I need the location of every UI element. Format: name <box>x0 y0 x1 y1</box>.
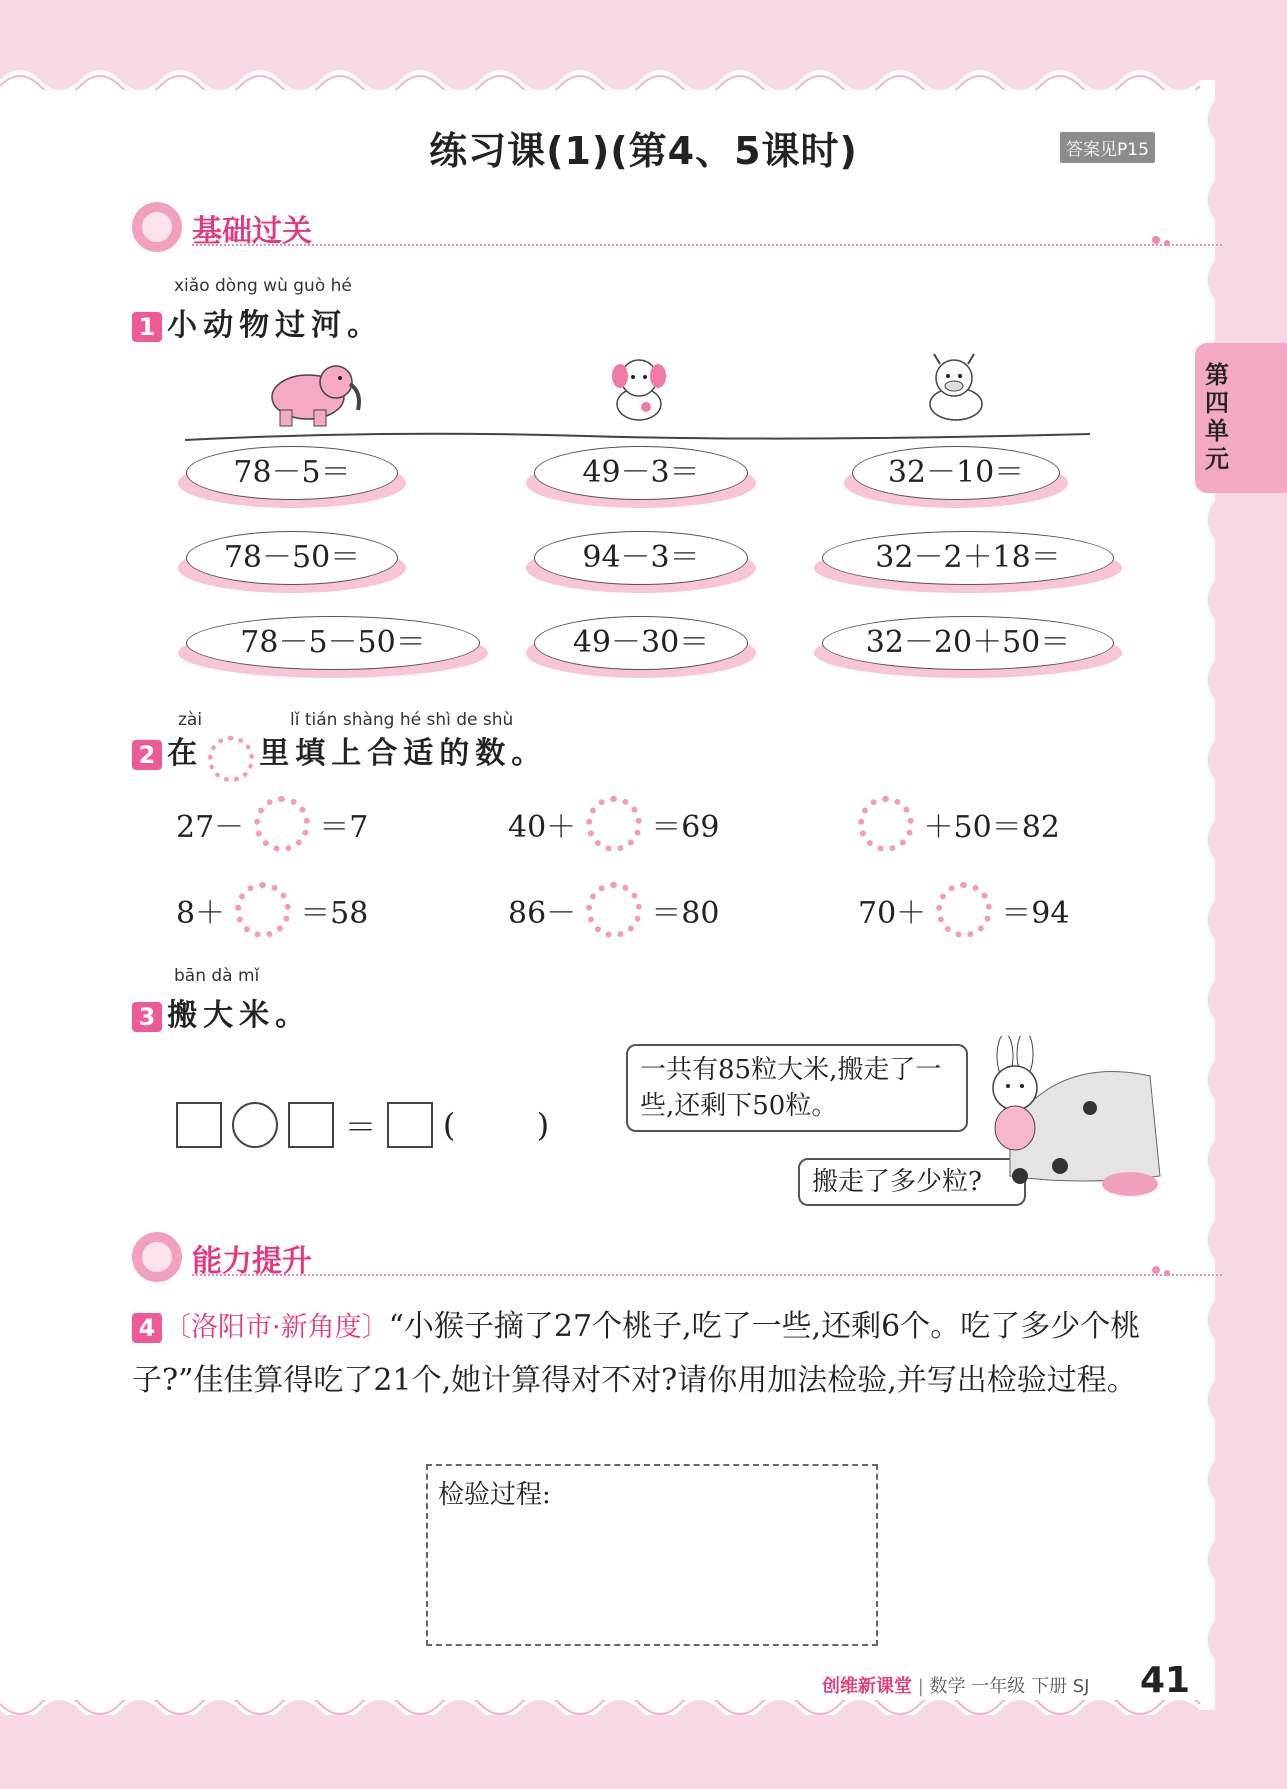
operator-circle[interactable] <box>232 1102 278 1148</box>
stone-equation <box>534 531 748 585</box>
q1-number: 1 <box>132 312 162 342</box>
equation-text: 94－3＝ <box>582 540 700 575</box>
q1-heading <box>132 300 383 344</box>
eq-right: ＋50＝82 <box>923 810 1060 845</box>
answer-box[interactable] <box>387 1102 433 1148</box>
section-title-basic: 基础过关 <box>192 214 312 249</box>
right-wave-border <box>1200 60 1230 1715</box>
elephant-icon <box>258 352 368 430</box>
fill-equation <box>176 796 368 852</box>
section-header-basic <box>132 202 1172 252</box>
eq-left: 8＋ <box>176 896 226 931</box>
eq-left: 86－ <box>508 896 577 931</box>
equation-text: 49－30＝ <box>572 625 710 660</box>
q2-pinyin-2: lǐ tián shàng hé shì de shù <box>290 710 514 730</box>
q4-text: “小猴子摘了27个桃子,吃了一些,还剩6个。吃了多少个桃子?”佳佳算得吃了21个,她计算得对不对?请你用加法检验,并写出检验过程。 <box>132 1309 1141 1398</box>
equation-text: 49－3＝ <box>582 455 700 490</box>
answer-circle[interactable] <box>858 796 914 852</box>
q2-number: 2 <box>132 740 162 770</box>
footer-credit: 创维新课堂 | 数学 一年级 下册 SJ <box>822 1676 1090 1697</box>
q3-text: 搬大米。 <box>167 998 312 1033</box>
stone-equation <box>534 446 748 500</box>
stone-equation <box>852 446 1060 500</box>
unit-side-tab <box>1195 343 1287 493</box>
flower-circle-icon <box>208 736 254 782</box>
answer-circle[interactable] <box>586 796 642 852</box>
fill-equation <box>508 796 719 852</box>
stone-equation <box>822 616 1114 670</box>
answer-circle[interactable] <box>586 882 642 938</box>
q2-pinyin-1: zài <box>178 710 203 730</box>
section-title-advanced: 能力提升 <box>192 1244 312 1279</box>
equation-text: 32－10＝ <box>887 455 1025 490</box>
monkey-mascot-icon <box>132 1232 182 1282</box>
fill-equation <box>176 882 368 938</box>
section-divider <box>192 244 1222 246</box>
speech-bubble-question: 搬走了多少粒? <box>798 1158 1026 1206</box>
fill-equation <box>858 796 1060 852</box>
section-divider <box>192 1274 1222 1276</box>
equation-text: 78－50＝ <box>223 540 361 575</box>
answer-reference: 答案见P15 <box>1060 132 1155 163</box>
equation-text: 32－2＋18＝ <box>875 540 1061 575</box>
fill-equation <box>508 882 719 938</box>
page-title: 练习课(1)(第4、5课时) <box>429 129 858 173</box>
answer-box[interactable] <box>176 1102 222 1148</box>
q4-number: 4 <box>132 1313 162 1343</box>
answer-circle[interactable] <box>254 796 310 852</box>
monkey-mascot-icon <box>132 202 182 252</box>
q3-equation-template <box>176 1102 549 1148</box>
equals-sign: ＝ <box>344 1108 377 1146</box>
top-wave-border <box>0 60 1287 90</box>
eq-left: 27－ <box>176 810 245 845</box>
q4-source: 〔洛阳市·新角度〕 <box>164 1312 389 1343</box>
answer-circle[interactable] <box>235 882 291 938</box>
q2-text-after: 里填上合适的数。 <box>259 736 548 771</box>
bottom-wave-border <box>0 1700 1287 1730</box>
q3-number: 3 <box>132 1002 162 1032</box>
eq-right: ＝58 <box>300 896 369 931</box>
stone-equation <box>534 616 748 670</box>
stone-equation <box>186 531 398 585</box>
eq-right: ＝69 <box>651 810 720 845</box>
stone-equation <box>822 531 1114 585</box>
footer-brand: 创维新课堂 <box>822 1676 912 1697</box>
equation-text: 78－5－50＝ <box>240 625 426 660</box>
eq-right: ＝7 <box>319 810 369 845</box>
riverbank-line <box>185 428 1090 448</box>
check-box-label: 检验过程: <box>438 1480 551 1510</box>
q1-pinyin: xiǎo dòng wù guò hé <box>174 276 352 296</box>
q4-body <box>132 1300 1172 1407</box>
answer-box[interactable] <box>288 1102 334 1148</box>
equation-text: 78－5＝ <box>233 455 351 490</box>
page-number: 41 <box>1140 1660 1191 1701</box>
eq-left: 70＋ <box>858 896 927 931</box>
check-process-box[interactable] <box>426 1464 878 1646</box>
footer-subject: 数学 一年级 下册 SJ <box>929 1676 1090 1697</box>
fill-equation <box>858 882 1069 938</box>
divider-dot <box>1152 1266 1160 1274</box>
divider-dot <box>1164 240 1170 246</box>
speech-bubble-total: 一共有85粒大米,搬走了一些,还剩下50粒。 <box>626 1044 968 1132</box>
stone-equation <box>186 616 480 670</box>
eq-right: ＝94 <box>1001 896 1070 931</box>
section-header-advanced <box>132 1232 1172 1282</box>
eq-left: 40＋ <box>508 810 577 845</box>
unit-paren[interactable]: ( ) <box>442 1106 550 1144</box>
divider-dot <box>1164 1270 1170 1276</box>
calf-icon <box>918 352 994 428</box>
stone-equation <box>186 446 398 500</box>
eq-right: ＝80 <box>651 896 720 931</box>
q3-pinyin: bān dà mǐ <box>174 966 260 986</box>
divider-dot <box>1152 236 1160 244</box>
q1-text: 小动物过河。 <box>167 308 384 343</box>
q2-heading <box>132 728 547 782</box>
q3-heading <box>132 990 311 1034</box>
equation-text: 32－20＋50＝ <box>865 625 1071 660</box>
rabbit-ants-illustration-icon <box>950 1036 1172 1206</box>
q2-text-before: 在 <box>167 736 204 771</box>
answer-circle[interactable] <box>936 882 992 938</box>
unit-side-tab-label: 第四单元 <box>1205 361 1229 473</box>
puppy-icon <box>604 352 674 426</box>
